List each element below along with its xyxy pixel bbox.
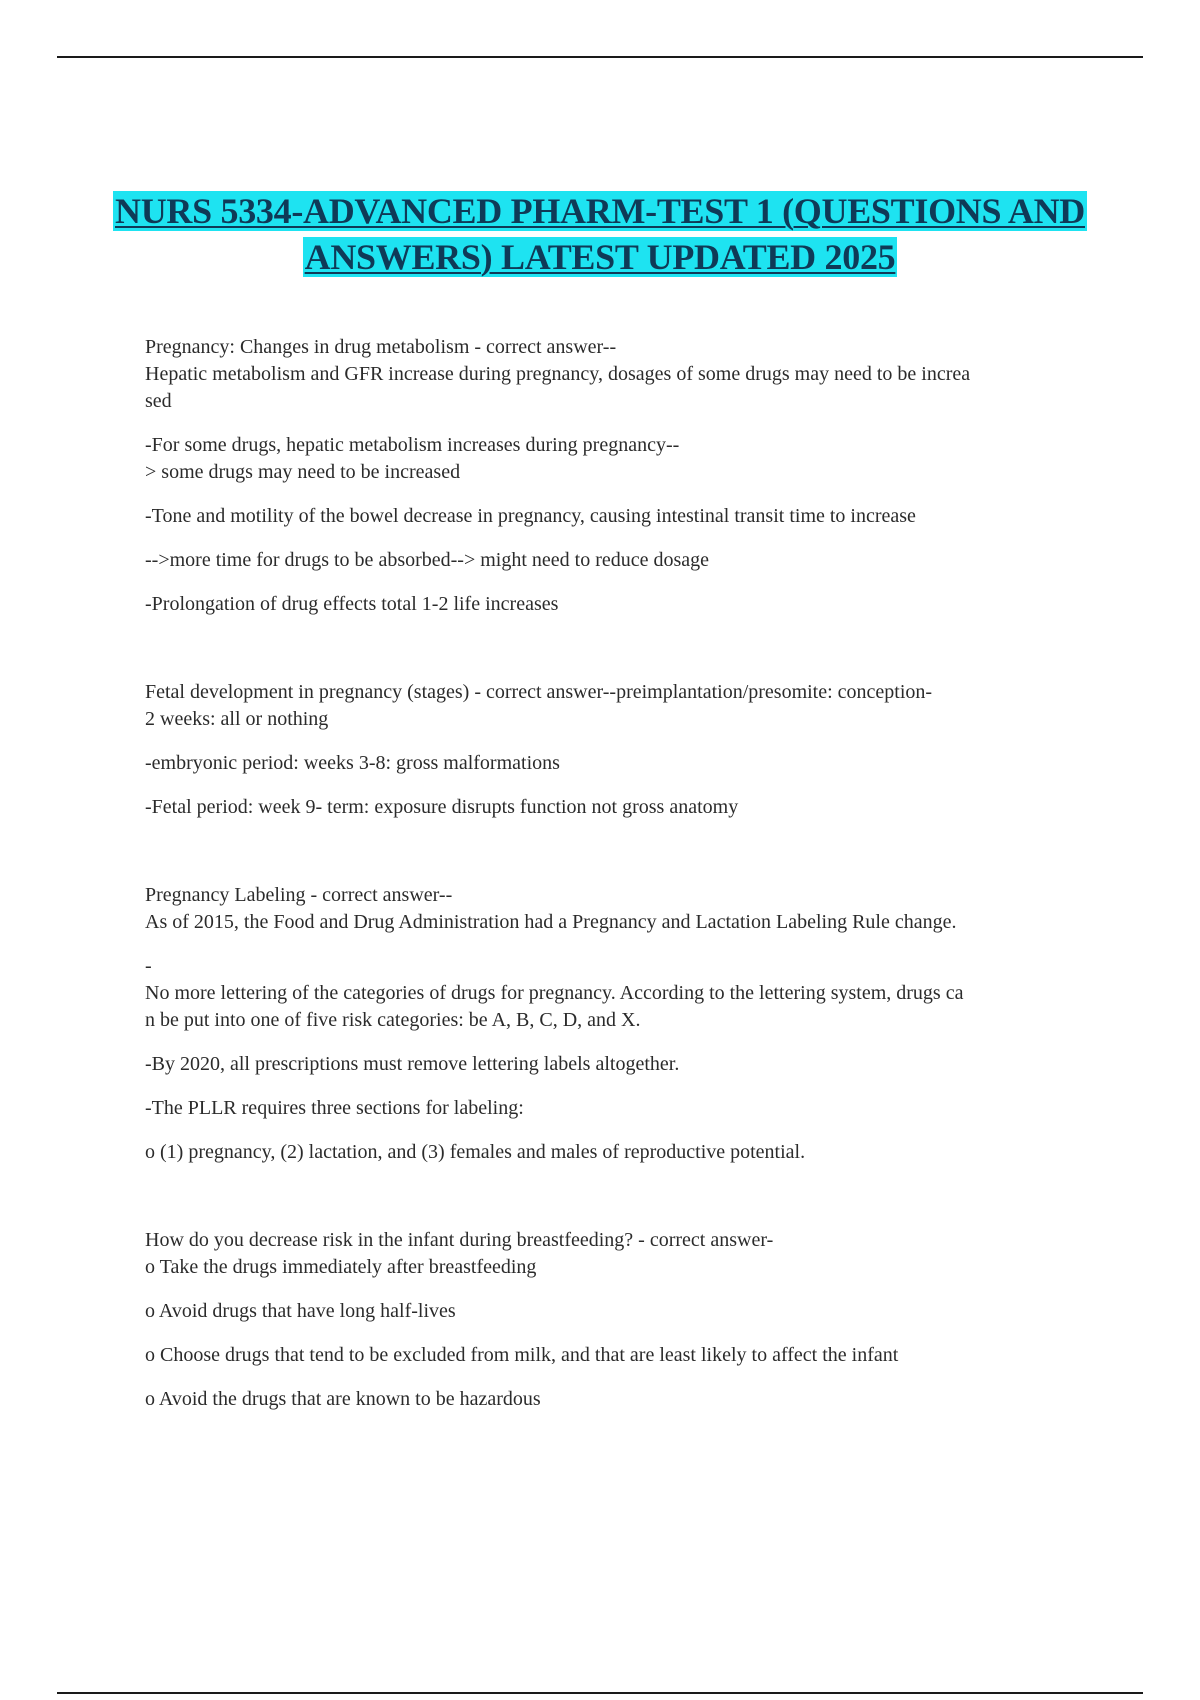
qa-answer-line: -Fetal period: week 9- term: exposure disrupts function not gross anatomy — [145, 796, 739, 818]
qa-section — [145, 679, 1095, 821]
bottom-rule — [57, 1692, 1143, 1694]
qa-answer-line: -Tone and motility of the bowel decrease in pregnancy, causing intestinal transit time to increase — [145, 505, 916, 527]
qa-answer-line: -For some drugs, hepatic metabolism increases during pregnancy-- > some drugs may need to be increased — [145, 434, 680, 483]
qa-answer-line: o (1) pregnancy, (2) lactation, and (3) females and males of reproductive potential. — [145, 1141, 806, 1163]
qa-answer-line: -embryonic period: weeks 3-8: gross malformations — [145, 752, 560, 774]
qa-answer-line: o Avoid drugs that have long half-lives — [145, 1300, 456, 1322]
qa-question: Pregnancy: Changes in drug metabolism - correct answer-- Hepatic metabolism and GFR increase during pregnancy, dosages of some drugs may need to be increa sed — [145, 336, 971, 412]
document-body — [145, 334, 1095, 1413]
qa-answer-line: o Choose drugs that tend to be excluded from milk, and that are least likely to affect the infant — [145, 1344, 899, 1366]
qa-section — [145, 882, 1095, 1166]
qa-question: Pregnancy Labeling - correct answer-- As of 2015, the Food and Drug Administration had a Pregnancy and Lactation Labeling Rule change. — [145, 884, 957, 933]
qa-answer-line: -By 2020, all prescriptions must remove lettering labels altogether. — [145, 1053, 680, 1075]
document-title-text: NURS 5334-ADVANCED PHARM-TEST 1 (QUESTIONS AND ANSWERS) LATEST UPDATED 2025 — [115, 191, 1085, 277]
qa-section — [145, 334, 1095, 618]
top-rule — [57, 56, 1143, 58]
qa-answer-line: o Avoid the drugs that are known to be hazardous — [145, 1388, 541, 1410]
qa-question: How do you decrease risk in the infant during breastfeeding? - correct answer- o Take the drugs immediately after breastfeeding — [145, 1229, 774, 1278]
document-title — [100, 188, 1100, 280]
qa-answer-line: -Prolongation of drug effects total 1-2 life increases — [145, 593, 559, 615]
qa-answer-line: -The PLLR requires three sections for labeling: — [145, 1097, 524, 1119]
qa-answer-line: - No more lettering of the categories of drugs for pregnancy. According to the lettering system, drugs ca n be put into one of five risk categories: be A, B, C, D, and X. — [145, 955, 964, 1031]
qa-answer-line: -->more time for drugs to be absorbed--> might need to reduce dosage — [145, 549, 710, 571]
qa-section — [145, 1227, 1095, 1413]
qa-question: Fetal development in pregnancy (stages) - correct answer--preimplantation/presomite: conception- 2 weeks: all or nothing — [145, 681, 933, 730]
